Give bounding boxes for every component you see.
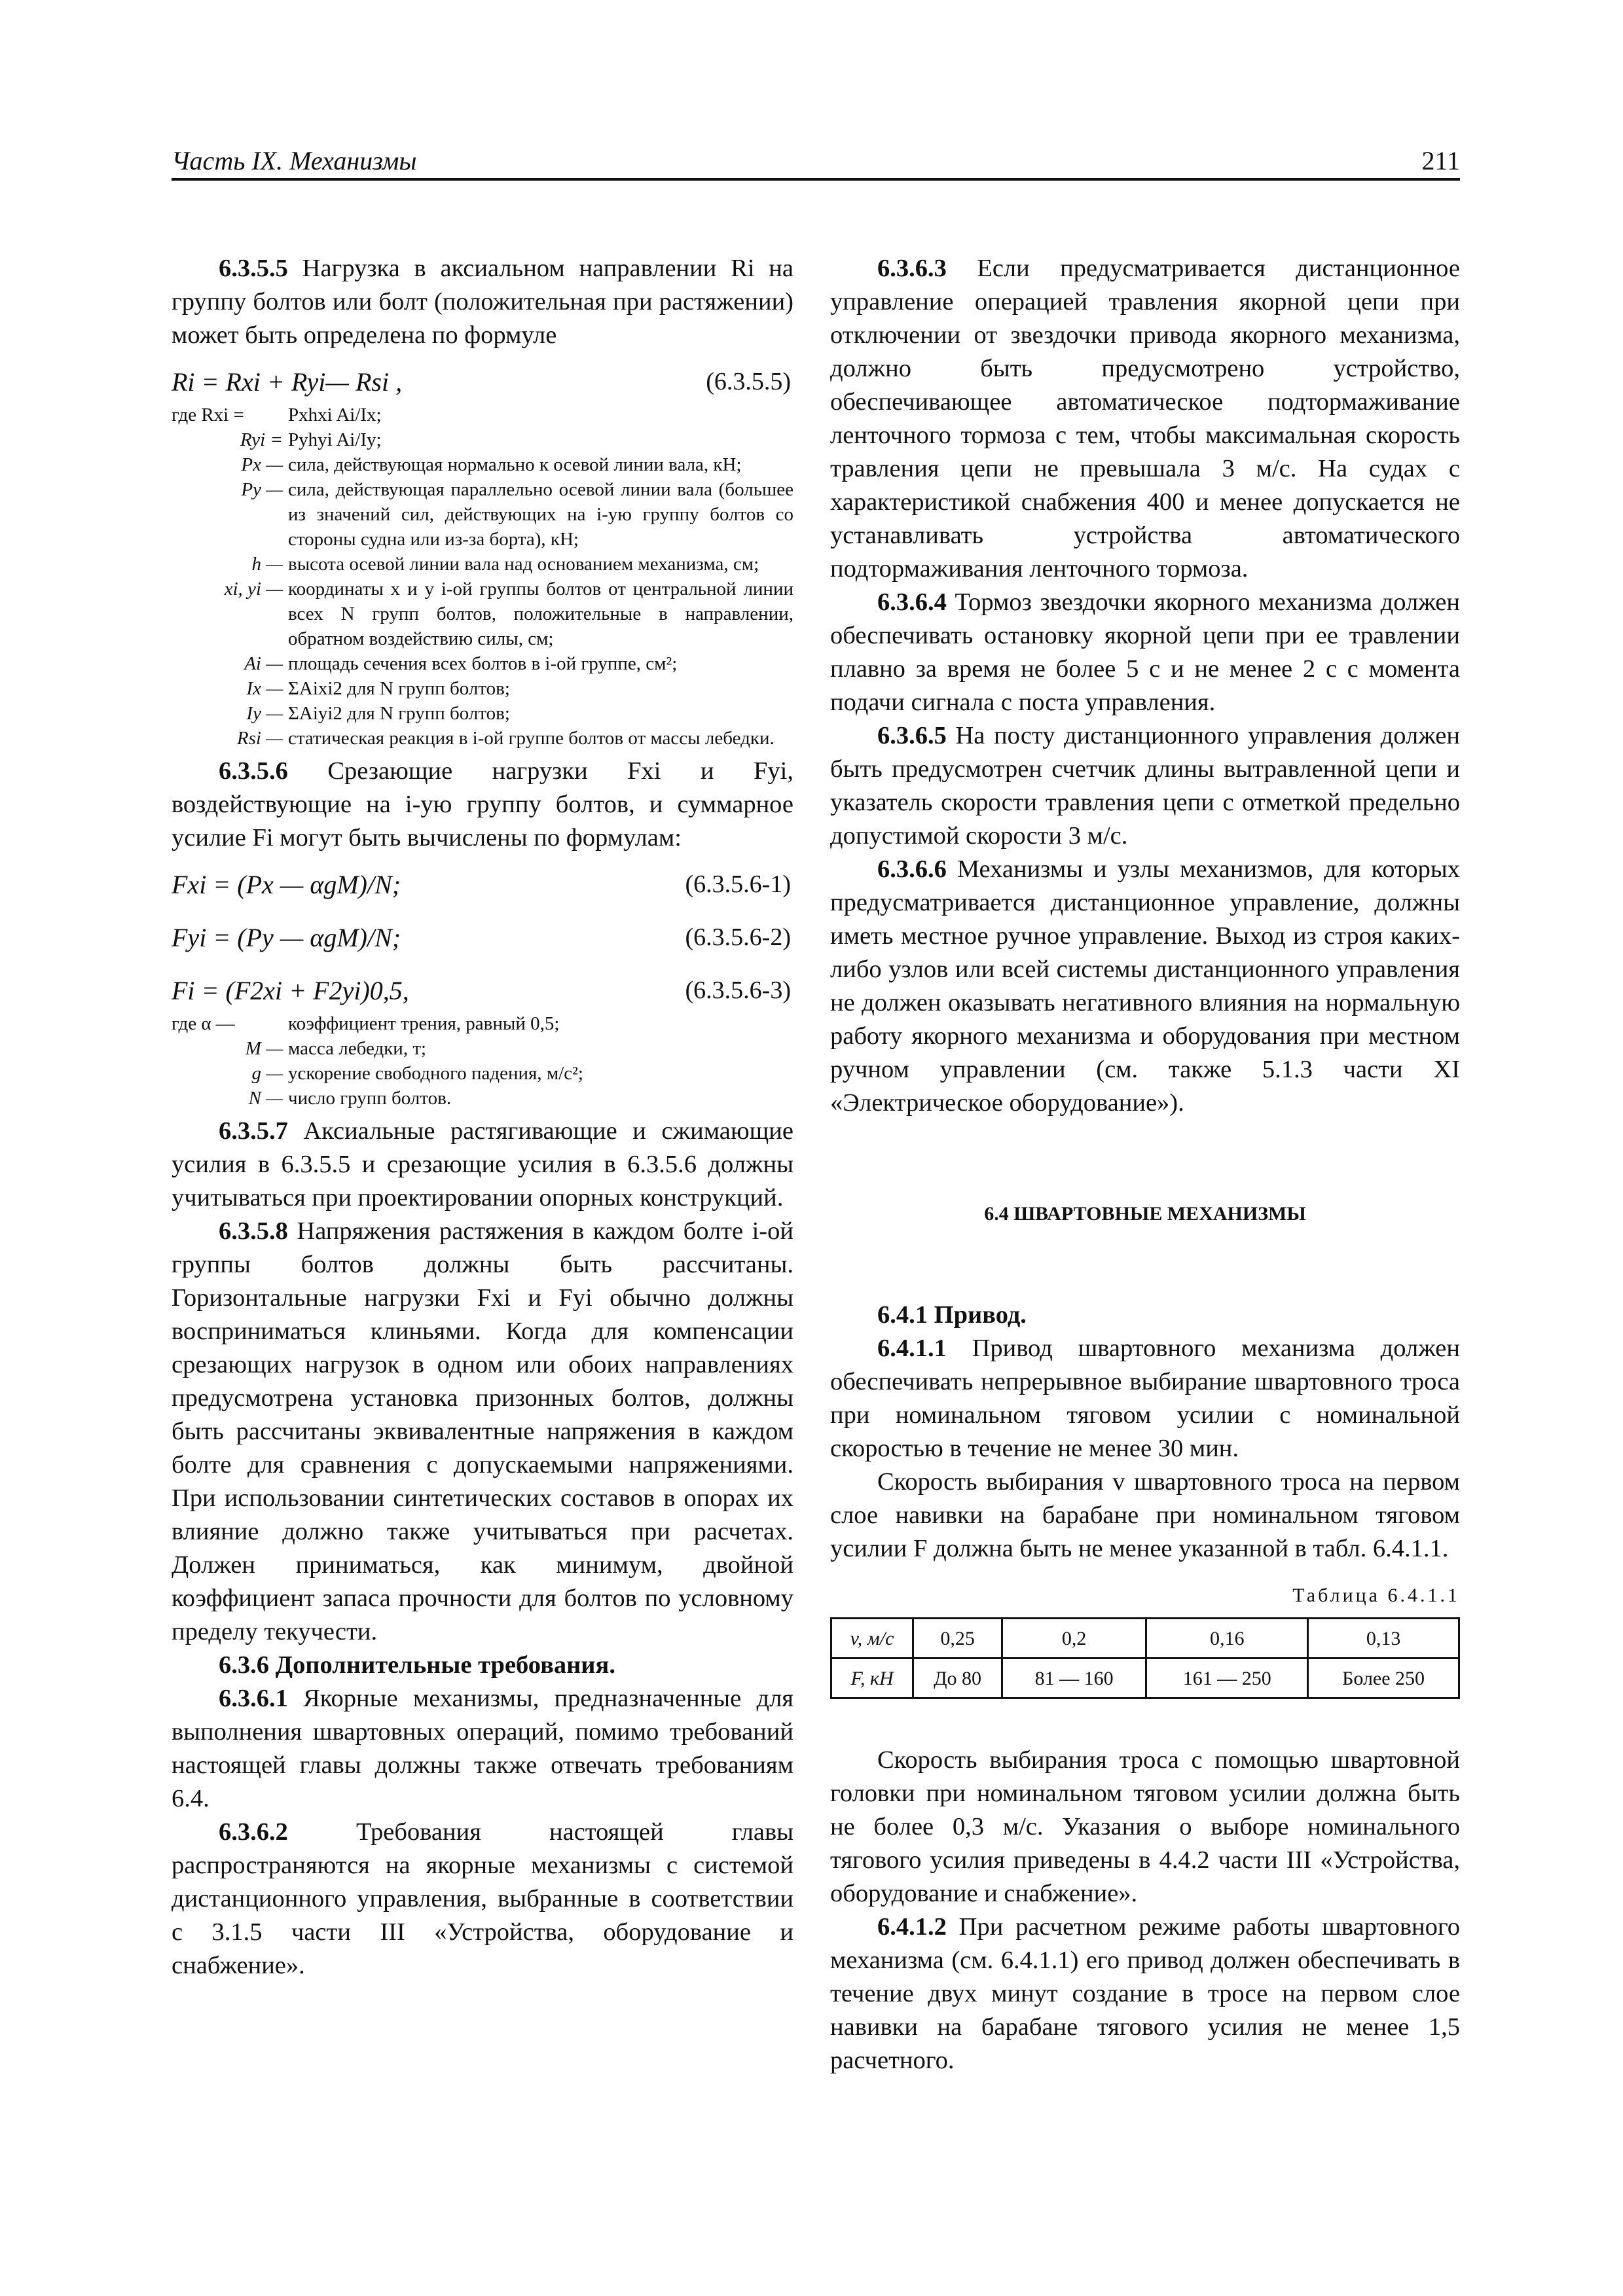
where-item: xi, yi — координаты x и y i-ой группы болтов от центральной линии всех N групп болтов, положительные в направлении, обратном воздействию силы, см; (224, 579, 793, 649)
speed-table (830, 1617, 1460, 1699)
where-item: Ix — ΣAixi2 для N групп болтов; (246, 678, 510, 699)
paragraph-6-3-6-2: 6.3.6.2 Требования настоящей главы распространяются на якорные механизмы с системой дистанционного управления, выбранные в соответствии с 3.1.5 части III «Устройства, оборудование и снабжение». (172, 1818, 793, 1979)
paragraph-head-speed: Скорость выбирания троса с помощью швартовной головки при номинальном тяговом усилии должна быть не более 0,3 м/с. Указания о выборе номинального тягового усилия приведены в 4.4.2 части III «Устройства, оборудование и снабжение». (830, 1746, 1460, 1907)
formula-6-3-5-6-2: Fyi = (Py — αgM)/N; (6.3.5.6-2) (172, 923, 791, 952)
table-cell: 0,25 (913, 1619, 1002, 1659)
formula-6-3-5-6-1: Fxi = (Px — αgM)/N; (6.3.5.6-1) (172, 870, 791, 899)
paragraph-6-4-1-1: 6.4.1.1 Привод швартовного механизма должен обеспечивать непрерывное выбирание швартовного троса при номинальном тяговом усилии с номинальной скоростью в течение не менее 30 мин. (830, 1335, 1460, 1462)
where-item: Ai — площадь сечения всех болтов в i-ой группе, см²; (244, 653, 678, 674)
where-item: Py — сила, действующая параллельно осевой линии вала (большее из значений сил, действующих на i-ую группу болтов со стороны судна или из-за борта), кН; (241, 479, 793, 550)
where-item: Rsi — статическая реакция в i-ой группе болтов от массы лебедки. (236, 728, 775, 749)
where-item: Iy — ΣAiyi2 для N групп болтов; (246, 703, 510, 724)
where-list-1 (172, 403, 793, 751)
where-item: N — число групп болтов. (248, 1088, 452, 1109)
table-row (831, 1659, 1459, 1698)
table-cell: v, м/с (831, 1619, 913, 1659)
section-heading: 6.4 ШВАРТОВНЫЕ МЕХАНИЗМЫ (984, 1203, 1306, 1225)
table-cell: F, кН (831, 1659, 913, 1698)
paragraph-6-3-6-4: 6.3.6.4 Тормоз звездочки якорного механизма должен обеспечивать остановку якорной цепи при ее травлении плавно за время не более 5 с и не менее 2 с с момента подачи сигнала с поста управления. (830, 588, 1460, 716)
table-caption: Таблица 6.4.1.1 (1292, 1585, 1460, 1606)
paragraph-6-3-5-6: 6.3.5.6 Срезающие нагрузки Fxi и Fyi, воздействующие на i-ую группу болтов, и суммарное усилие Fi могут быть вычислены по формулам: (172, 757, 793, 852)
heading-6-4-1: 6.4.1 Привод. (877, 1301, 1027, 1329)
where-item: где α — коэффициент трения, равный 0,5; (172, 1013, 560, 1034)
table-row (831, 1619, 1459, 1659)
paragraph-6-3-6-6: 6.3.6.6 Механизмы и узлы механизмов, для которых предусматривается дистанционное управление, должны иметь местное ручное управление. Выход из строя каких-либо узлов или всей системы дистанционного управления не должен оказывать негативного влияния на нормальную работу якорного механизма и оборудования при местном ручном управлении (см. также 5.1.3 части XI «Электрическое оборудование»). (830, 855, 1460, 1117)
paragraph-6-4-1-2: 6.4.1.2 При расчетном режиме работы швартовного механизма (см. 6.4.1.1) его привод должен обеспечивать в течение двух минут создание в тросе на первом слое навивки на барабане тягового усилия не менее 1,5 расчетного. (830, 1913, 1460, 2074)
running-title: Часть IX. Механизмы (172, 146, 417, 175)
table-cell: 161 — 250 (1146, 1659, 1308, 1698)
where-item: где Rxi = Pxhxi Ai/Ix; (172, 404, 382, 425)
paragraph-6-3-6-3: 6.3.6.3 Если предусматривается дистанционное управление операцией травления якорной цепи при отключении от звездочки привода якорного механизма, должно быть предусмотрено устройство, обеспечивающее автоматическое подтормаживание ленточного тормоза с тем, чтобы максимальная скорость травления цепи не превышала 3 м/с. На судах с характеристикой снабжения 400 и менее допускается не устанавливать устройства автоматического подтормаживания ленточного тормоза. (830, 255, 1460, 583)
table-cell: 0,16 (1146, 1619, 1308, 1659)
paragraph-6-3-5-5: 6.3.5.5 Нагрузка в аксиальном направлении Ri на группу болтов или болт (положительная при растяжении) может быть определена по формуле (172, 255, 793, 349)
where-item: M — масса лебедки, т; (245, 1038, 427, 1059)
left-column (172, 252, 793, 1982)
formula-6-3-5-6-3: Fi = (F2xi + F2yi)0,5, (6.3.5.6-3) (172, 976, 791, 1005)
where-item: g — ускорение свободного падения, м/с²; (251, 1063, 583, 1084)
paragraph-6-3-6-5: 6.3.6.5 На посту дистанционного управления должен быть предусмотрен счетчик длины вытравленной цепи и указатель скорости травления цепи с отметкой предельно допустимой скорости 3 м/с. (830, 722, 1460, 850)
table-cell: Более 250 (1308, 1659, 1459, 1698)
right-column (830, 252, 1460, 2077)
paragraph-6-3-6-1: 6.3.6.1 Якорные механизмы, предназначенные для выполнения швартовных операций, помимо требований настоящей главы должны также отвечать требованиям 6.4. (172, 1685, 793, 1812)
table-cell: 81 — 160 (1002, 1659, 1146, 1698)
where-item: h — высота осевой линии вала над основанием механизма, см; (251, 554, 759, 575)
where-list-2 (172, 1011, 793, 1111)
table-cell: До 80 (913, 1659, 1002, 1698)
page-number: 211 (1421, 146, 1460, 175)
formula-6-3-5-5: Ri = Rxi + Ryi— Rsi , (6.3.5.5) (172, 367, 791, 397)
table-cell: 0,13 (1308, 1619, 1459, 1659)
table-cell: 0,2 (1002, 1619, 1146, 1659)
where-item: Px — сила, действующая нормально к осевой линии вала, кН; (241, 454, 742, 475)
paragraph-6-3-5-8: 6.3.5.8 Напряжения растяжения в каждом болте i-ой группы болтов должны быть рассчитаны. Горизонтальные нагрузки Fxi и Fyi обычно должны восприниматься клиньями. Когда для компенсации срезающих нагрузок в одном или обоих направлениях предусмотрена установка призонных болтов, должны быть рассчитаны эквивалентные напряжения в каждом болте для сравнения с допускаемыми напряжениями. При использовании синтетических составов в опорах их влияние должно также учитываться при расчетах. Должен приниматься, как минимум, двойной коэффициент запаса прочности для болтов по условному пределу текучести. (172, 1217, 793, 1645)
paragraph-speed: Скорость выбирания v швартовного троса на первом слое навивки на барабане при номинальном тяговом усилии F должна быть не менее указанной в табл. 6.4.1.1. (830, 1468, 1460, 1562)
where-item: Ryi = Pyhyi Ai/Iy; (240, 429, 382, 450)
paragraph-6-3-5-7: 6.3.5.7 Аксиальные растягивающие и сжимающие усилия в 6.3.5.5 и срезающие усилия в 6.3.5.6 должны учитываться при проектировании опорных конструкций. (172, 1117, 793, 1211)
heading-6-3-6: 6.3.6 Дополнительные требования. (219, 1651, 615, 1679)
running-header (172, 139, 1460, 181)
